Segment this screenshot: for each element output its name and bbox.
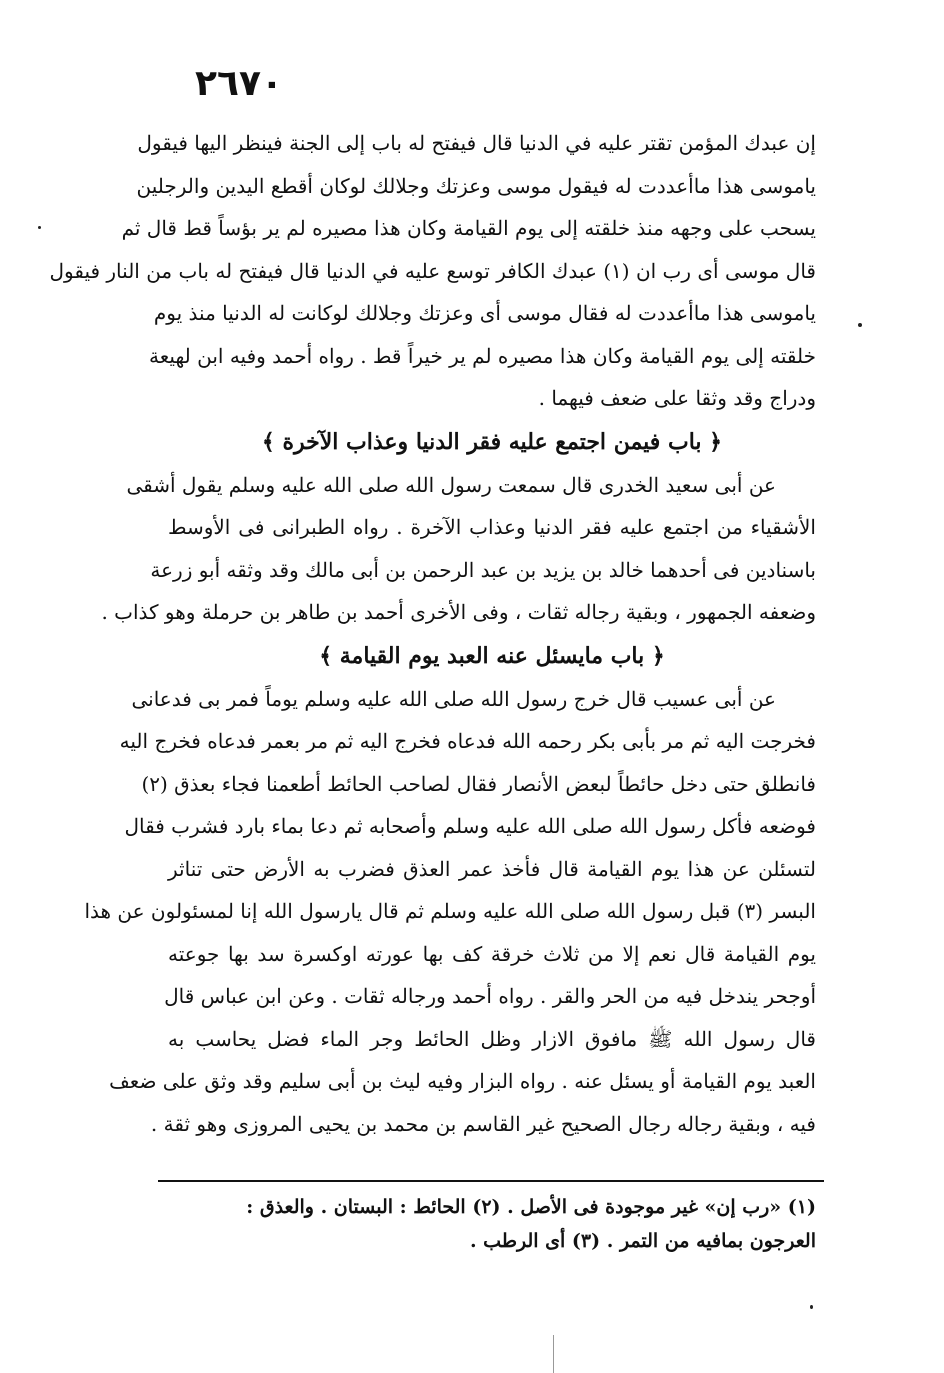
text-line: عن أبى سعيد الخدرى قال سمعت رسول الله صلى الله عليه وسلم يقول أشقى [126, 472, 776, 497]
text-line: فيه ، وبقية رجاله رجال الصحيح غير القاسم بن محمد بن يحيى المروزى وهو ثقة . [150, 1111, 816, 1136]
text-line: البسر (٣) قبل رسول الله صلى الله عليه وسلم ثم قال يارسول الله إنا لمسئولون عن هذا [84, 899, 816, 923]
text-line: قال موسى أى رب ان (١) عبدك الكافر توسع عليه في الدنيا قال فيفتح له باب من النار فيقول [49, 258, 816, 283]
footnote-divider [158, 1180, 824, 1182]
scan-speck [38, 226, 41, 229]
text-line: العبد يوم القيامة أو يسئل عنه . رواه البزار وفيه ليث بن أبى سليم وقد وثق على ضعف [109, 1069, 816, 1093]
text-line: ياموسى هذا ماأعددت له فقال موسى أى وعزتك وجلالك لوكانت له الدنيا منذ يوم [153, 301, 816, 325]
scan-crease [553, 1335, 554, 1373]
text-line: فوضعه فأكل رسول الله صلى الله عليه وسلم وأصحابه ثم دعا بماء بارد فشرب فقال [124, 814, 816, 838]
text-line: فانطلق حتى دخل حائطاً لبعض الأنصار فقال لصاحب الحائط أطعمنا فجاء بعذق (٢) [141, 771, 816, 796]
scan-speck [810, 1305, 813, 1309]
text-line: عن أبى عسيب قال خرج رسول الله صلى الله عليه وسلم يوماً فمر بى فدعانى [131, 686, 776, 711]
text-line: قال رسول الله ﷺ مافوق الازار وظل الحائط وجر الماء فضل يحاسب به [168, 1026, 816, 1051]
text-line: باسنادين فى أحدهما خالد بن يزيد بن عبد الرحمن بن أبى مالك وقد وثقه أبو زرعة [150, 557, 816, 582]
main-text [49, 122, 817, 1145]
text-line: لتسئلن عن هذا يوم القيامة قال فأخذ عمر العذق فضرب به الأرض حتى تناثر [168, 856, 817, 881]
scan-speck [858, 323, 862, 327]
text-line: وضعفه الجمهور ، وبقية رجاله ثقات ، وفى الأخرى أحمد بن طاهر بن حرملة وهو كذاب . [101, 600, 816, 624]
text-line: ودراج وقد وثقا على ضعف فيهما . [538, 386, 816, 410]
text-line: يسحب على وجهه منذ خلقته إلى يوم القيامة وكان هذا مصيره لم ير بؤساً قط قال ثم [121, 216, 816, 240]
text-line: ياموسى هذا ماأعددت له فيقول موسى وعزتك وجلالك لوكان أقطع اليدين والرجلين [136, 173, 816, 198]
footnote-line: (١) «رب إن» غير موجودة فى الأصل . (٢) الحائط : البستان . والعذق : [246, 1196, 816, 1218]
text-line: الأشقياء من اجتمع عليه فقر الدنيا وعذاب الآخرة . رواه الطبرانى فى الأوسط [168, 515, 816, 539]
text-line: يوم القيامة قال نعم إلا من ثلاث خرقة كف بها عورته اوكسرة سد بها جوعته [168, 941, 816, 966]
footnote-line: العرجون بمافيه من التمر . (٣) أى الرطب . [469, 1230, 816, 1252]
chapter-heading: ﴿ باب فيمن اجتمع عليه فقر الدنيا وعذاب الآخرة ﴾ [261, 428, 723, 455]
chapter-heading: ﴿ باب مايسئل عنه العبد يوم القيامة ﴾ [319, 642, 665, 669]
text-line: خلقته إلى يوم القيامة وكان هذا مصيره لم ير خيراً قط . رواه أحمد وفيه ابن لهيعة [149, 343, 816, 368]
page-number: ٢٦٧٠ [195, 63, 283, 104]
footnotes [168, 1190, 816, 1258]
text-line: فخرجت اليه ثم مر بأبى بكر رحمه الله فدعاه فخرج اليه ثم مر بعمر فدعاه فخرج اليه [119, 729, 816, 753]
text-line: أوجحر يندخل فيه من الحر والقر . رواه أحمد ورجاله ثقات . وعن ابن عباس قال [164, 984, 816, 1008]
text-line: إن عبدك المؤمن تقتر عليه في الدنيا قال فيفتح له باب إلى الجنة فينظر اليها فيقول [137, 131, 816, 155]
